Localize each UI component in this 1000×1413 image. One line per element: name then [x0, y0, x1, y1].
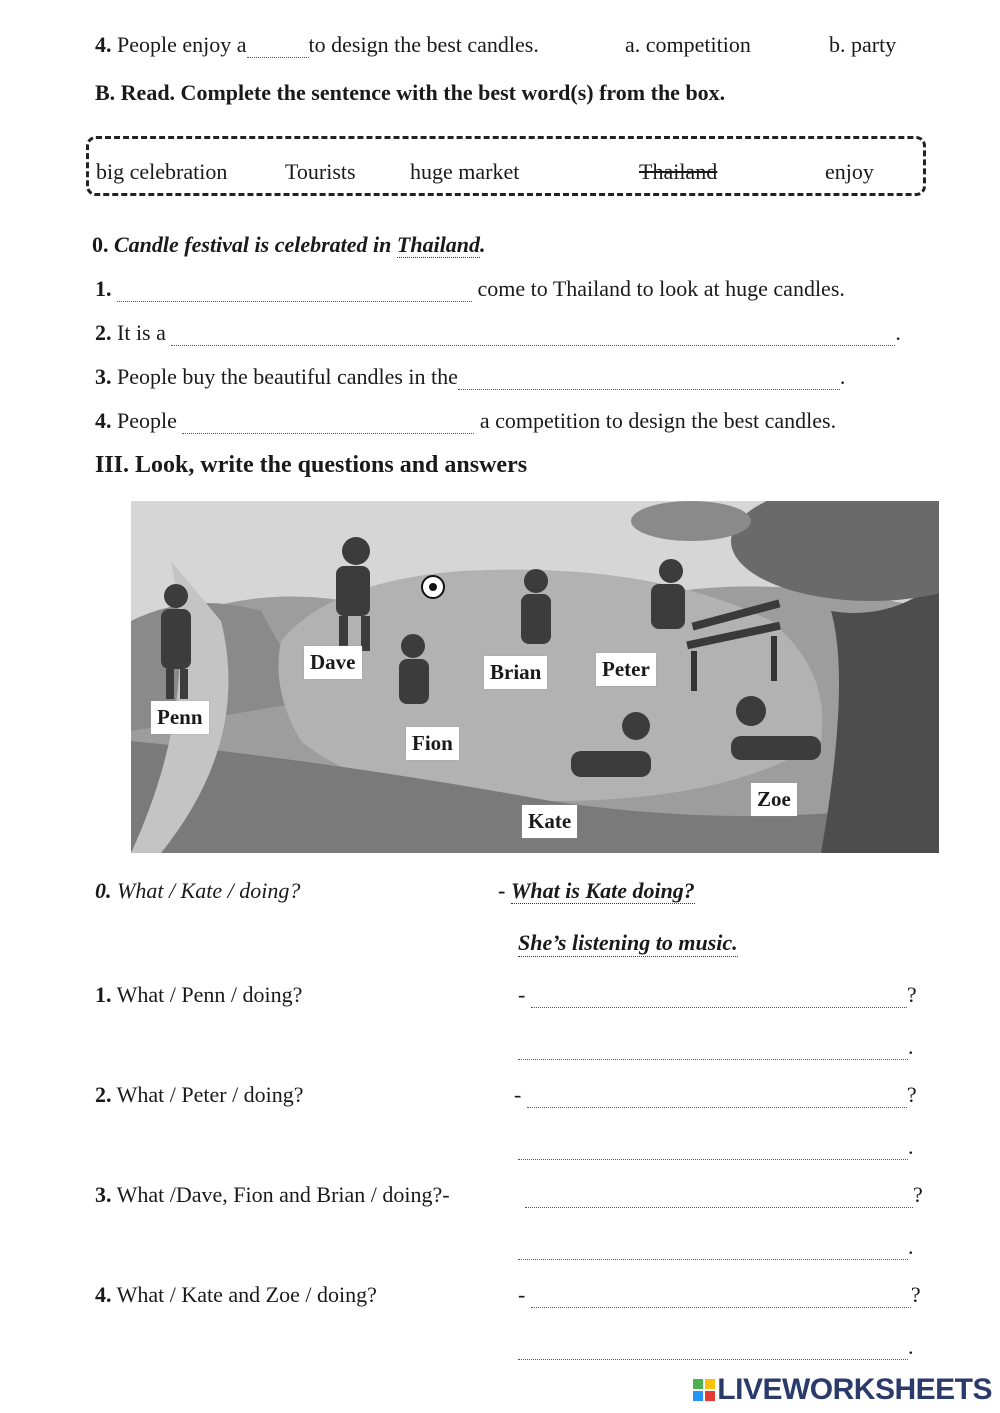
park-illustration	[131, 501, 939, 853]
answer-input-b3[interactable]	[458, 369, 840, 390]
word-box-item: big celebration	[96, 159, 228, 184]
part-iii-heading: III. Look, write the questions and answers	[95, 452, 528, 478]
answer-input-4[interactable]	[518, 1339, 908, 1360]
part-b-item-2: 2. It is a .	[95, 320, 901, 345]
name-label-zoe: Zoe	[751, 783, 797, 816]
part-iii-q2-question: - ?	[514, 1082, 917, 1107]
part-iii-q4-answer: .	[518, 1334, 914, 1360]
part-iii-example-question: - What is Kate doing?	[498, 878, 695, 903]
answer-input-b4[interactable]	[182, 413, 474, 434]
part-iii-q1-prompt: 1. What / Penn / doing?	[95, 982, 303, 1007]
question-input-3[interactable]	[525, 1187, 913, 1208]
question-input-1[interactable]	[531, 987, 907, 1008]
word-box-item: huge market	[410, 159, 520, 184]
name-label-brian: Brian	[484, 656, 547, 689]
part-iii-q1-answer: .	[518, 1034, 914, 1060]
option-b[interactable]: b. party	[829, 32, 897, 57]
answer-input-1[interactable]	[518, 1039, 908, 1060]
part-b-item-1: 1. come to Thailand to look at huge candles.	[95, 276, 845, 301]
word-box-item: Tourists	[285, 159, 356, 184]
option-a[interactable]: a. competition	[625, 32, 751, 57]
answer-input-a4[interactable]	[247, 37, 309, 58]
part-iii-q3-answer: .	[518, 1234, 914, 1260]
name-label-penn: Penn	[151, 701, 209, 734]
part-iii-q4-prompt: 4. What / Kate and Zoe / doing?	[95, 1282, 377, 1307]
name-label-dave: Dave	[304, 646, 362, 679]
word-box-item-used: Thailand	[639, 159, 718, 184]
word-box-item: enjoy	[825, 159, 874, 184]
part-iii-q4-question: - ?	[518, 1282, 921, 1307]
name-label-fion: Fion	[406, 727, 459, 760]
word-box	[86, 136, 926, 196]
answer-input-b2[interactable]	[171, 325, 895, 346]
name-label-peter: Peter	[596, 653, 656, 686]
question-input-2[interactable]	[527, 1087, 907, 1108]
part-a-item-4: 4. People enjoy a to design the best candles.	[95, 32, 539, 57]
part-b-heading: B. Read. Complete the sentence with the best word(s) from the box.	[95, 80, 726, 105]
logo-grid-icon	[693, 1379, 715, 1401]
name-label-kate: Kate	[522, 805, 577, 838]
part-iii-q3-question: ?	[525, 1182, 923, 1208]
part-b-example: 0. Candle festival is celebrated in Thailand.	[92, 232, 486, 257]
answer-input-2[interactable]	[518, 1139, 908, 1160]
answer-input-3[interactable]	[518, 1239, 908, 1260]
answer-input-b1[interactable]	[117, 281, 472, 302]
part-b-item-4: 4. People a competition to design the best candles.	[95, 408, 837, 433]
part-iii-q2-answer: .	[518, 1134, 914, 1160]
liveworksheets-logo: LIVEWORKSHEETS	[693, 1373, 992, 1407]
part-iii-q1-question: - ?	[518, 982, 917, 1007]
part-iii-q2-prompt: 2. What / Peter / doing?	[95, 1082, 304, 1107]
part-iii-example-prompt: 0. What / Kate / doing?	[95, 878, 301, 903]
part-iii-example-answer: She’s listening to music.	[518, 930, 738, 955]
part-iii-q3-prompt: 3. What /Dave, Fion and Brian / doing?-	[95, 1182, 450, 1207]
part-b-item-3: 3. People buy the beautiful candles in the .	[95, 364, 846, 389]
question-input-4[interactable]	[531, 1287, 911, 1308]
